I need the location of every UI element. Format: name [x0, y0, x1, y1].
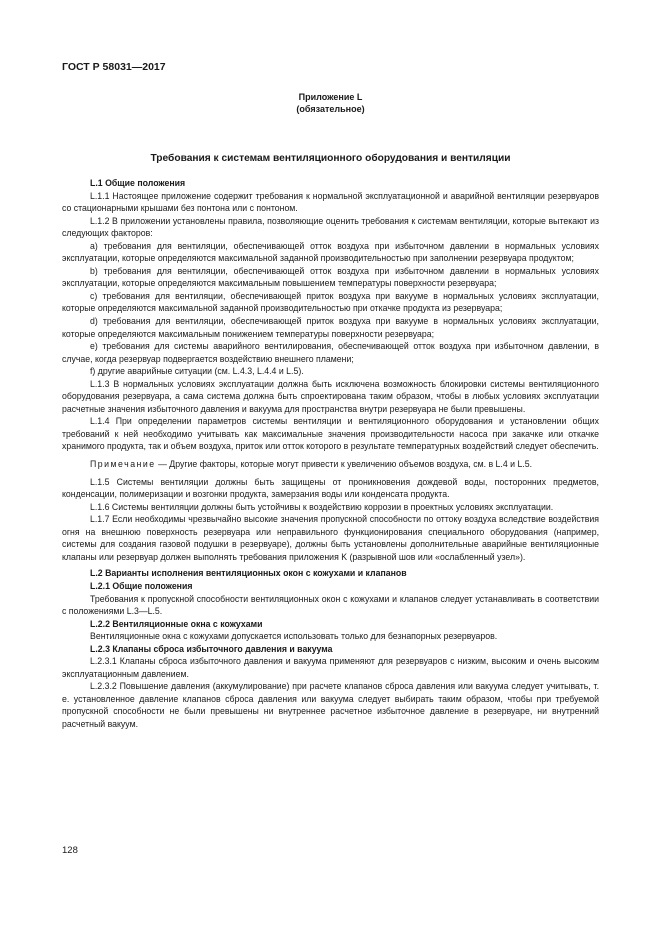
note: [62, 458, 599, 471]
list-item-a: a) требования для вентиляции, обеспечивающей отток воздуха при избыточном давлении в нормальных условиях эксплуатации, которые определяются максимальной заданной производительностью при заполнении резервуара продуктом;: [62, 240, 599, 264]
list-item-f: f) другие аварийные ситуации (см. L.4.3, L.4.4 и L.5).: [90, 366, 304, 377]
document-code: ГОСТ Р 58031—2017: [62, 61, 166, 73]
list-item-d: d) требования для вентиляции, обеспечивающей приток воздуха при вакууме в нормальных условиях эксплуатации, которые определяются максимальным понижением температуры поверхности резервуара;: [62, 316, 599, 339]
paragraph-l2-3-2: L.2.3.2 Повышение давления (аккумулирование) при расчете клапанов сброса давления или вакуума следует учитывать, т. е. установленное давление клапанов сброса давления или вакуума следует выбирать таким образом, чтобы при требуемой пропускной способности не были превышены ни внутреннее расчетное избыточное давление в резервуаре, ни внутренний расчетный вакуум.: [62, 681, 599, 729]
paragraph-l1-6: L.1.6 Системы вентиляции должны быть устойчивы к воздействию коррозии в проектных условиях эксплуатации.: [90, 501, 554, 512]
section-heading-l2-3: L.2.3 Клапаны сброса избыточного давления и вакуума: [90, 643, 333, 654]
paragraph-l2-1: Требования к пропускной способности вентиляционных окон с кожухами и клапанов следует устанавливать в соответствии с положениями L.3—L.5.: [62, 593, 599, 617]
paragraph-l1-2: L.1.2 В приложении установлены правила, позволяющие оценить требования к системам вентиляции, которые вытекают из следующих факторов:: [62, 215, 599, 239]
paragraph-l2-3-1: L.2.3.1 Клапаны сброса избыточного давления и вакуума применяют для резервуаров с низким, высоким и очень высоким эксплуатационным давлением.: [62, 656, 599, 679]
paragraph-l1-3: L.1.3 В нормальных условиях эксплуатации должна быть исключена возможность блокировки системы вентиляционного оборудования резервуара, а сама система должна быть спроектирована таким образом, чтобы в любых условиях эксплуатации расчетные значения избыточного давления и вакуума для пространства внутри резервуара не были превышены.: [62, 378, 599, 414]
paragraph-l1-5: L.1.5 Системы вентиляции должны быть защищены от проникновения дождевой воды, посторонних предметов, конденсации, полимеризации и возгонки продукта, замерзания воды или конденсата продукта.: [62, 476, 599, 500]
section-heading-l2: L.2 Варианты исполнения вентиляционных окон с кожухами и клапанов: [90, 568, 407, 579]
paragraph-l1-4: L.1.4 При определении параметров системы вентиляции и вентиляционного оборудования и установлении общих требований к ней необходимо учитывать как максимальные значения производительности насоса при закачке или откачке хранимого продукта, так и объем воздуха, приток или отток которого в результате температурных воздействий следует обеспечить.: [62, 416, 599, 452]
section-heading-l1: L.1 Общие положения: [90, 178, 186, 188]
main-title: Требования к системам вентиляционного оборудования и вентиляции: [150, 153, 511, 164]
section-heading-l2-1: L.2.1 Общие положения: [90, 580, 193, 591]
list-item-e: e) требования для системы аварийного вентилирования, обеспечивающей отток воздуха при избыточном давлении, в случае, когда резервуар подвергается воздействию внешнего пламени;: [62, 341, 599, 364]
page-number: 128: [62, 845, 78, 856]
appendix-title: Приложение L: [298, 92, 363, 102]
list-item-b: b) требования для вентиляции, обеспечивающей отток воздуха при избыточном давлении в нормальных условиях эксплуатации, которые определяются максимальным повышением температуры поверхности резервуара;: [62, 265, 599, 289]
paragraph-l1-7: L.1.7 Если необходимы чрезвычайно высокие значения пропускной способности по оттоку воздуха вследствие воздействия огня на внешнюю поверхность резервуара или неправильного функционирования специального оборудования (например, системы для создания газовой подушки в резервуаре), должны быть установлены дополнительные аварийные вентиляционные клапаны или резервуар должен выполнять требования приложения K (разрывной шов или «ослабленный узел»).: [62, 514, 599, 562]
note-label: Примечание: [90, 459, 156, 470]
appendix-status: (обязательное): [296, 104, 365, 114]
document-body: [62, 177, 599, 731]
note-text: — Другие факторы, которые могут привести к увеличению объемов воздуха, см. в L.4 и L.5.: [155, 459, 533, 470]
paragraph-l2-2: Вентиляционные окна с кожухами допускается использовать только для безнапорных резервуаров.: [90, 631, 498, 642]
list-item-c: c) требования для вентиляции, обеспечивающей приток воздуха при вакууме в нормальных условиях эксплуатации, которые определяются максимальной заданной производительностью при откачке продукта из резервуара;: [62, 290, 599, 314]
section-heading-l2-2: L.2.2 Вентиляционные окна с кожухами: [90, 618, 263, 629]
paragraph-l1-1: L.1.1 Настоящее приложение содержит требования к нормальной эксплуатационной и аварийной вентиляции резервуаров со стационарными крышами без понтона или с понтоном.: [62, 190, 599, 214]
